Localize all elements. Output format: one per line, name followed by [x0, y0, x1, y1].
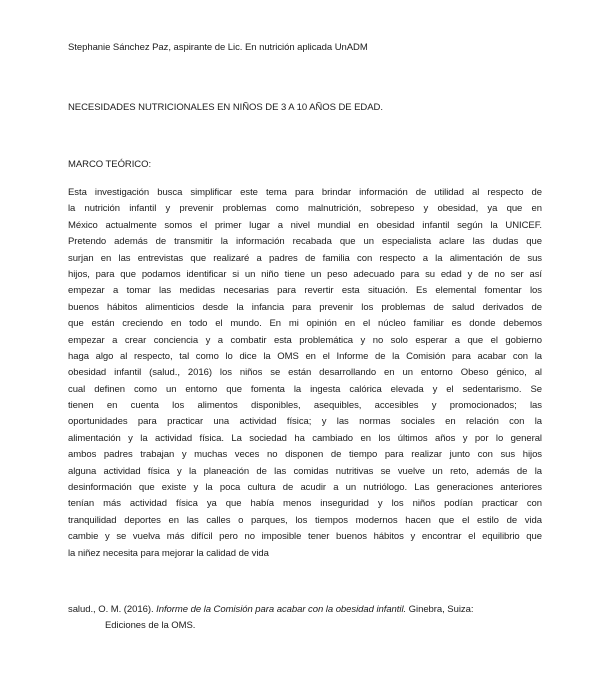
author-line: Stephanie Sánchez Paz, aspirante de Lic. En nutrición aplicada UnADM [68, 42, 368, 53]
reference-publisher-line: Ediciones de la OMS. [105, 620, 196, 632]
body-line: la niñez necesita para mejorar la calidad de vida [68, 547, 269, 559]
body-line: desinformación que existe y la poca cultura de acudir a un nutriólogo. Las generaciones anteriores [68, 482, 542, 494]
body-line: México actualmente somos el primer lugar a nivel mundial en obesidad infantil según la UNICEF. [68, 219, 542, 231]
section-heading-marco-teorico: MARCO TEÓRICO: [68, 159, 152, 170]
body-line: alguna actividad física y la planeación de las comidas nutritivas se vuelve un reto, además de la [68, 465, 542, 477]
reference-author-year: salud., O. M. (2016). [68, 604, 157, 615]
body-line: Esta investigación busca simplificar este tema para brindar información de utilidad al respecto de [68, 187, 542, 198]
body-line: tenían más actividad física ya que había menos inseguridad y los niños podían practicar con [68, 498, 542, 510]
body-line: hijos, para que podamos identificar si un niño tiene un peso adecuado para su edad y de no ser así [68, 268, 542, 280]
body-line: tranquilidad deportes en las calles o parques, los tiempos modernos hacen que el estilo de vida [68, 514, 542, 526]
reference-title-italic: Informe de la Comisión para acabar con la obesidad infantil. [156, 604, 407, 615]
reference-location: Ginebra, Suiza: [406, 604, 474, 615]
body-line: cual definen como un entorno que fomenta la ingesta calórica elevada y el sedentarismo. Se [68, 383, 542, 395]
body-line: cambie y se vuelva más difícil pero no imposible tener buenos hábitos y encontrar el equilibrio que [68, 531, 542, 543]
body-line: empezar a crear conciencia y a combatir esta problemática y no solo esperar a que el gobierno [68, 334, 542, 346]
body-line: la nutrición infantil y prevenir problemas como malnutrición, sobrepeso y obesidad, ya que en [68, 203, 542, 215]
reference-citation [68, 602, 542, 635]
body-line: empezar a tomar las medidas necesarias para revertir esta situación. Es elemental fomentar los [68, 285, 542, 297]
body-line: alimentación y la actividad física. La sociedad ha cambiado en los últimos años y por lo general [68, 432, 542, 444]
reference-line-1 [68, 602, 542, 618]
body-line: obesidad infantil (salud., 2016) los niños se están desarrollando en un entorno Obeso génico, al [68, 367, 542, 379]
body-line: haga algo al respecto, tal como lo dice la OMS en el Informe de la Comisión para acabar con la [68, 350, 542, 362]
body-line: ambos padres trabajan y muchas veces no disponen de tiempo para realizar junto con sus hijos [68, 449, 542, 461]
document-title: NECESIDADES NUTRICIONALES EN NIÑOS DE 3 A 10 AÑOS DE EDAD. [68, 102, 383, 113]
body-line: tienen en cuenta los alimentos disponibles, asequibles, accesibles y promocionados; las [68, 400, 542, 412]
body-line: surjan en las entrevistas que realizaré a padres de familia con respecto a la alimentación de sus [68, 252, 542, 264]
body-paragraph [68, 185, 542, 562]
body-line: buenos hábitos alimenticios desde la infancia para prevenir los problemas de salud derivados de [68, 301, 542, 313]
body-line: Pretendo además de transmitir la información recabada que un especialista aclare las dudas que [68, 236, 542, 248]
body-line: oportunidades para practicar una actividad física; y las normas sociales en relación con la [68, 416, 542, 428]
body-line: que están creciendo en todo el mundo. En mi opinión en el núcleo familiar es donde debemos [68, 318, 542, 330]
